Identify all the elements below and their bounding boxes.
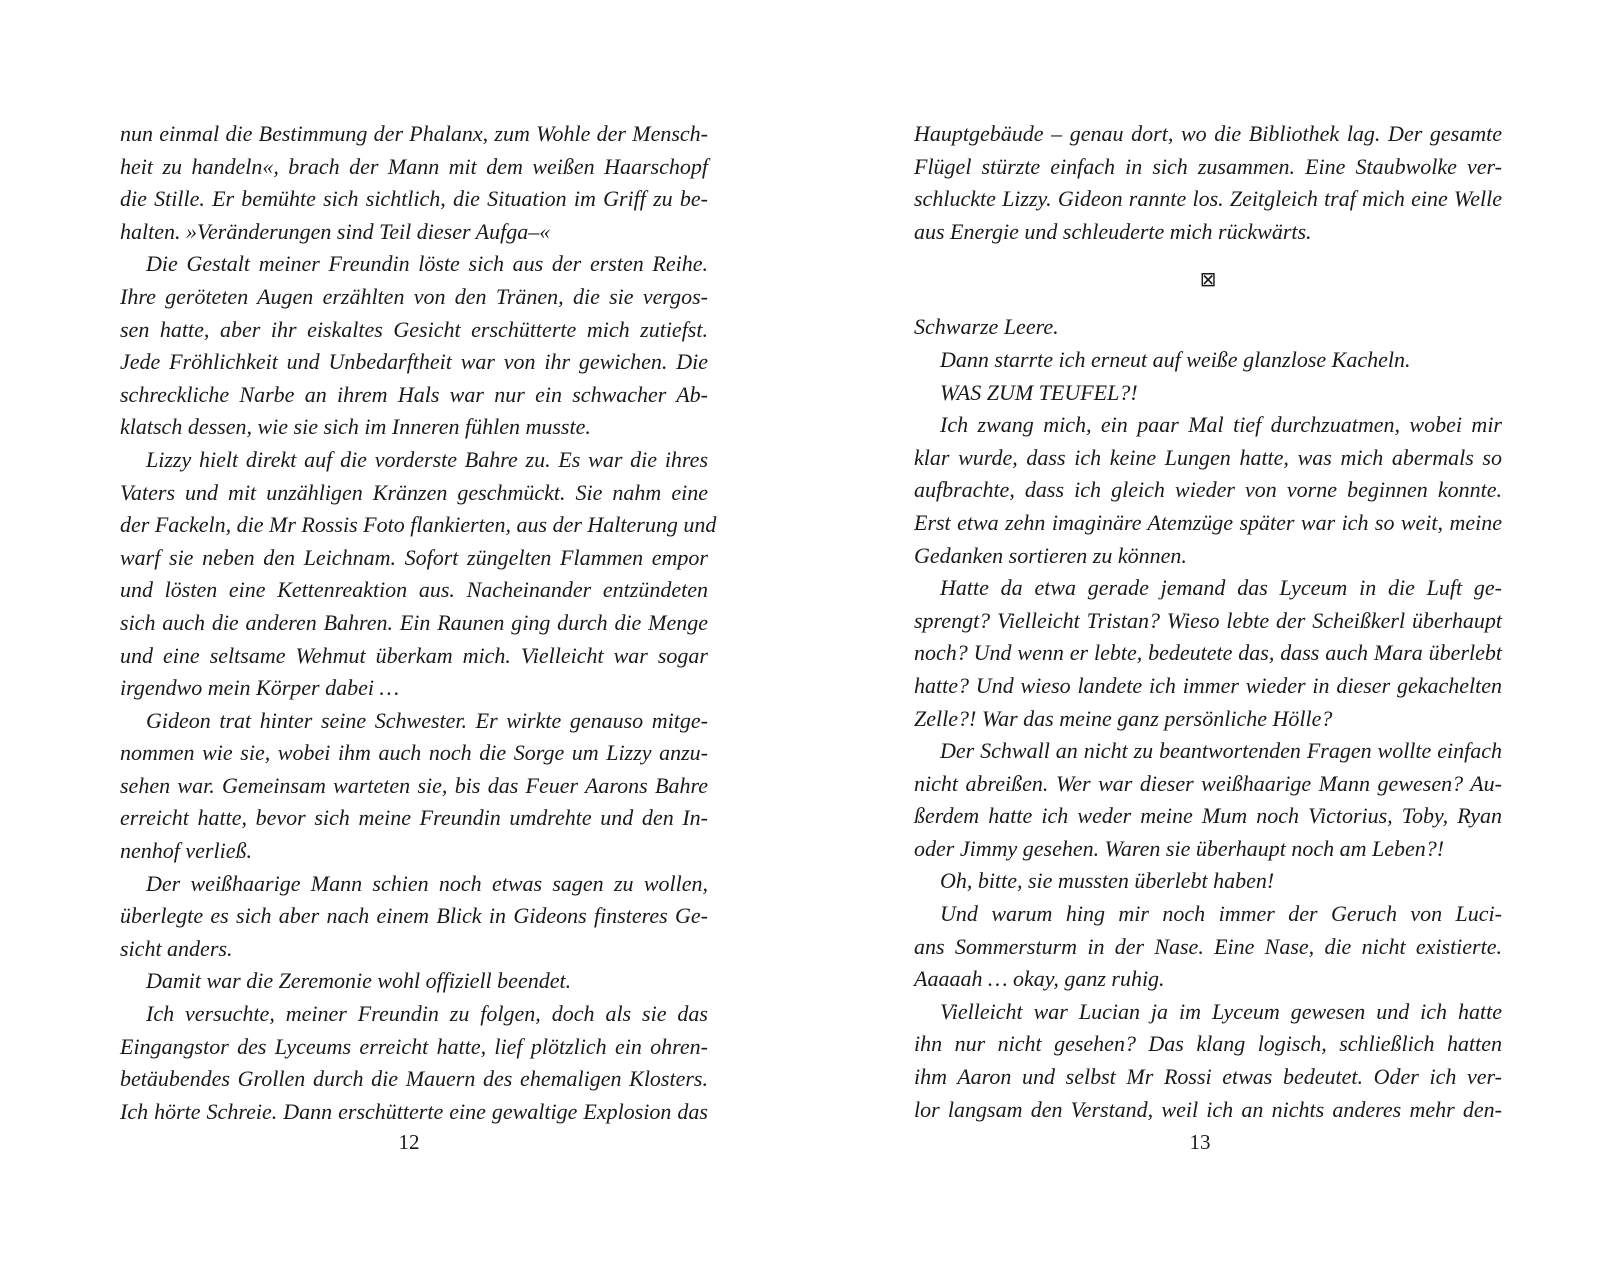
text-line: Zelle?! War das meine ganz persönliche Hölle? bbox=[914, 705, 1333, 731]
text-line: sehen war. Gemeinsam warteten sie, bis das Feuer Aarons Bahre bbox=[120, 772, 708, 798]
text-line: WAS ZUM TEUFEL?! bbox=[940, 379, 1138, 405]
text-line: der Fackeln, die Mr Rossis Foto flankierten, aus der Halterung und bbox=[120, 512, 717, 538]
text-line: Damit war die Zeremonie wohl offiziell beendet. bbox=[146, 968, 572, 994]
text-line: Flügel stürzte einfach in sich zusammen. Eine Staubwolke ver- bbox=[914, 153, 1502, 179]
text-line: Der weißhaarige Mann schien noch etwas sagen zu wollen, bbox=[146, 870, 708, 896]
text-line: warf sie neben den Leichnam. Sofort züngelten Flammen empor bbox=[120, 544, 708, 570]
text-line: überlegte es sich aber nach einem Blick in Gideons finsteres Ge- bbox=[120, 903, 708, 929]
text-line: sich auch die anderen Bahren. Ein Raunen ging durch die Menge bbox=[120, 609, 708, 635]
text-line: nun einmal die Bestimmung der Phalanx, zum Wohle der Mensch- bbox=[120, 121, 708, 146]
text-line: betäubendes Grollen durch die Mauern des ehemaligen Klosters. bbox=[120, 1066, 708, 1092]
text-line: heit zu handeln«, brach der Mann mit dem weißen Haarschopf bbox=[120, 153, 708, 179]
text-line: Die Gestalt meiner Freundin löste sich aus der ersten Reihe. bbox=[146, 251, 708, 277]
text-line: ihn nur nicht gesehen? Das klang logisch, schließlich hatten bbox=[914, 1031, 1502, 1057]
text-line: ihm Aaron und selbst Mr Rossi etwas bedeutet. Oder ich ver- bbox=[914, 1064, 1502, 1090]
text-line: Hauptgebäude – genau dort, wo die Bibliothek lag. Der gesamte bbox=[914, 121, 1502, 146]
text-line: nicht abreißen. Wer war dieser weißhaarige Mann gewesen? Au- bbox=[914, 770, 1502, 796]
text-line: hatte? Und wieso landete ich immer wieder in dieser gekachelten bbox=[914, 672, 1502, 698]
text-line: Dann starrte ich erneut auf weiße glanzlose Kacheln. bbox=[940, 346, 1411, 372]
text-line: aus Energie und schleuderte mich rückwärts. bbox=[914, 218, 1312, 244]
text-line: Und warum hing mir noch immer der Geruch von Luci- bbox=[940, 901, 1502, 927]
right-page-text bbox=[914, 118, 1502, 1126]
text-line: ans Sommersturm in der Nase. Eine Nase, die nicht existierte. bbox=[914, 933, 1502, 959]
text-line: aufbrachte, dass ich gleich wieder von vorne beginnen konnte. bbox=[914, 477, 1502, 503]
text-line: sicht anders. bbox=[120, 935, 233, 961]
text-line: Schwarze Leere. bbox=[914, 314, 1059, 340]
text-line: Ich zwang mich, ein paar Mal tief durchzuatmen, wobei mir bbox=[940, 412, 1502, 438]
text-line: erreicht hatte, bevor sich meine Freundin umdrehte und den In- bbox=[120, 805, 708, 831]
text-line: Erst etwa zehn imaginäre Atemzüge später war ich so weit, meine bbox=[914, 509, 1502, 535]
text-line: lor langsam den Verstand, weil ich an nichts anderes mehr den- bbox=[914, 1096, 1502, 1122]
text-line: noch? Und wenn er lebte, bedeutete das, dass auch Mara überlebt bbox=[914, 640, 1502, 666]
text-line: irgendwo mein Körper dabei … bbox=[120, 675, 400, 701]
text-line: klar wurde, dass ich keine Lungen hatte, was mich abermals so bbox=[914, 444, 1502, 470]
page-number-right: 13 bbox=[1189, 1130, 1211, 1154]
text-line: sprengt? Vielleicht Tristan? Wieso lebte der Scheißkerl überhaupt bbox=[914, 607, 1502, 633]
text-line: Vielleicht war Lucian ja im Lyceum gewesen und ich hatte bbox=[940, 998, 1502, 1024]
text-line: Der Schwall an nicht zu beantwortenden Fragen wollte einfach bbox=[940, 738, 1502, 764]
text-line: und lösten eine Kettenreaktion aus. Nacheinander entzündeten bbox=[120, 577, 708, 603]
section-separator-icon: ⊠ bbox=[1199, 267, 1217, 292]
text-line: Eingangstor des Lyceums erreicht hatte, lief plötzlich ein ohren- bbox=[120, 1033, 708, 1059]
text-line: halten. »Veränderungen sind Teil dieser Aufga–« bbox=[120, 218, 551, 244]
text-line: Gideon trat hinter seine Schwester. Er wirkte genauso mitge- bbox=[146, 707, 708, 733]
text-line: Ich hörte Schreie. Dann erschütterte eine gewaltige Explosion das bbox=[120, 1098, 708, 1124]
text-line: nommen wie sie, wobei ihm auch noch die Sorge um Lizzy anzu- bbox=[120, 740, 708, 766]
text-line: ßerdem hatte ich weder meine Mum noch Victorius, Toby, Ryan bbox=[914, 803, 1502, 829]
text-line: Ich versuchte, meiner Freundin zu folgen, doch als sie das bbox=[146, 1001, 708, 1027]
text-line: die Stille. Er bemühte sich sichtlich, die Situation im Griff zu be- bbox=[120, 186, 708, 212]
text-line: Gedanken sortieren zu können. bbox=[914, 542, 1187, 568]
left-page-text bbox=[120, 118, 717, 1128]
text-line: schluckte Lizzy. Gideon rannte los. Zeitgleich traf mich eine Welle bbox=[914, 186, 1502, 212]
text-line: Aaaaah … okay, ganz ruhig. bbox=[914, 966, 1165, 992]
text-line: Ihre geröteten Augen erzählten von den Tränen, die sie vergos- bbox=[120, 283, 708, 309]
text-line: Jede Fröhlichkeit und Unbedarftheit war von ihr gewichen. Die bbox=[120, 349, 708, 375]
text-line: Lizzy hielt direkt auf die vorderste Bahre zu. Es war die ihres bbox=[146, 446, 708, 472]
text-line: nenhof verließ. bbox=[120, 838, 252, 864]
text-line: klatsch dessen, wie sie sich im Inneren fühlen musste. bbox=[120, 414, 591, 440]
text-line: Oh, bitte, sie mussten überlebt haben! bbox=[940, 868, 1275, 894]
page-number-left: 12 bbox=[398, 1130, 420, 1154]
text-line: schreckliche Narbe an ihrem Hals war nur ein schwacher Ab- bbox=[120, 381, 708, 407]
text-line: sen hatte, aber ihr eiskaltes Gesicht erschütterte mich zutiefst. bbox=[120, 316, 708, 342]
text-line: oder Jimmy gesehen. Waren sie überhaupt noch am Leben?! bbox=[914, 835, 1445, 861]
text-line: Vaters und mit unzähligen Kränzen geschmückt. Sie nahm eine bbox=[120, 479, 708, 505]
text-line: Hatte da etwa gerade jemand das Lyceum in die Luft ge- bbox=[940, 575, 1502, 601]
text-line: und eine seltsame Wehmut überkam mich. Vielleicht war sogar bbox=[120, 642, 708, 668]
